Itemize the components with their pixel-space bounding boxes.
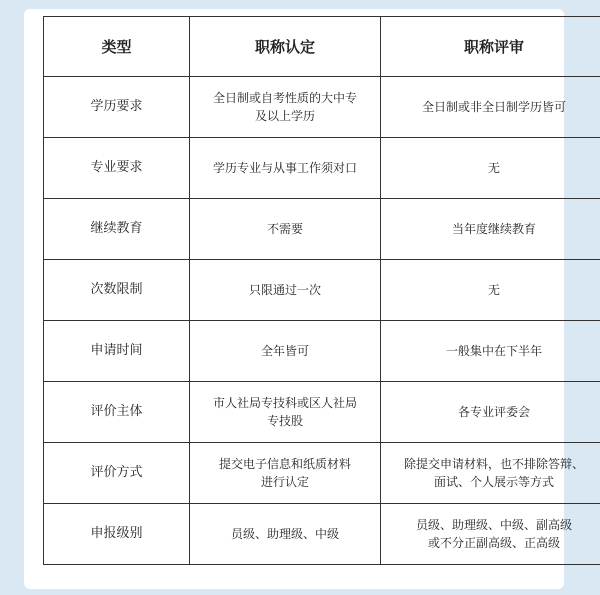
header-recognition: 职称认定 bbox=[190, 17, 381, 77]
review-cell bbox=[381, 504, 600, 565]
type-cell: 继续教育 bbox=[44, 199, 190, 260]
cell-line: 各专业评委会 bbox=[457, 405, 530, 419]
type-cell: 学历要求 bbox=[44, 77, 190, 138]
cell-line: 或不分正副高级、正高级 bbox=[427, 536, 560, 550]
cell-line: 学历专业与从事工作须对口 bbox=[212, 161, 357, 175]
review-cell bbox=[381, 199, 600, 260]
recognition-cell bbox=[190, 260, 381, 321]
cell-line: 全日制或自考性质的大中专 bbox=[212, 91, 357, 105]
comparison-table bbox=[43, 16, 600, 565]
recognition-cell bbox=[190, 199, 381, 260]
cell-line: 当年度继续教育 bbox=[451, 222, 536, 236]
table-row bbox=[44, 382, 600, 443]
type-cell: 评价主体 bbox=[44, 382, 190, 443]
header-type: 类型 bbox=[44, 17, 190, 77]
cell-line: 不需要 bbox=[266, 222, 303, 236]
recognition-cell bbox=[190, 443, 381, 504]
cell-line: 市人社局专技科或区人社局 bbox=[212, 396, 357, 410]
cell-line: 及以上学历 bbox=[254, 109, 315, 123]
type-cell: 评价方式 bbox=[44, 443, 190, 504]
cell-line: 无 bbox=[487, 283, 500, 297]
cell-line: 面试、个人展示等方式 bbox=[433, 475, 554, 489]
cell-line: 员级、助理级、中级 bbox=[230, 527, 339, 541]
type-cell: 申请时间 bbox=[44, 321, 190, 382]
cell-line: 进行认定 bbox=[260, 475, 309, 489]
cell-line: 全年皆可 bbox=[260, 344, 309, 358]
review-cell bbox=[381, 321, 600, 382]
review-cell bbox=[381, 443, 600, 504]
table-row bbox=[44, 321, 600, 382]
review-cell bbox=[381, 77, 600, 138]
table-row bbox=[44, 504, 600, 565]
review-cell bbox=[381, 138, 600, 199]
type-cell: 申报级别 bbox=[44, 504, 190, 565]
cell-line: 一般集中在下半年 bbox=[445, 344, 542, 358]
recognition-cell bbox=[190, 504, 381, 565]
recognition-cell bbox=[190, 382, 381, 443]
type-cell: 专业要求 bbox=[44, 138, 190, 199]
recognition-cell bbox=[190, 138, 381, 199]
cell-line: 无 bbox=[487, 161, 500, 175]
cell-line: 只限通过一次 bbox=[248, 283, 321, 297]
cell-line: 专技股 bbox=[266, 414, 303, 428]
table-row bbox=[44, 260, 600, 321]
type-cell: 次数限制 bbox=[44, 260, 190, 321]
table-row bbox=[44, 199, 600, 260]
cell-line: 提交电子信息和纸质材料 bbox=[218, 457, 351, 471]
header-review: 职称评审 bbox=[381, 17, 600, 77]
table-header-row bbox=[44, 17, 600, 77]
review-cell bbox=[381, 382, 600, 443]
table-row bbox=[44, 443, 600, 504]
table-row bbox=[44, 77, 600, 138]
recognition-cell bbox=[190, 77, 381, 138]
cell-line: 员级、助理级、中级、副高级 bbox=[415, 518, 572, 532]
table-row bbox=[44, 138, 600, 199]
review-cell bbox=[381, 260, 600, 321]
cell-line: 全日制或非全日制学历皆可 bbox=[421, 100, 566, 114]
recognition-cell bbox=[190, 321, 381, 382]
cell-line: 除提交申请材料，也不排除答辩、 bbox=[403, 457, 584, 471]
